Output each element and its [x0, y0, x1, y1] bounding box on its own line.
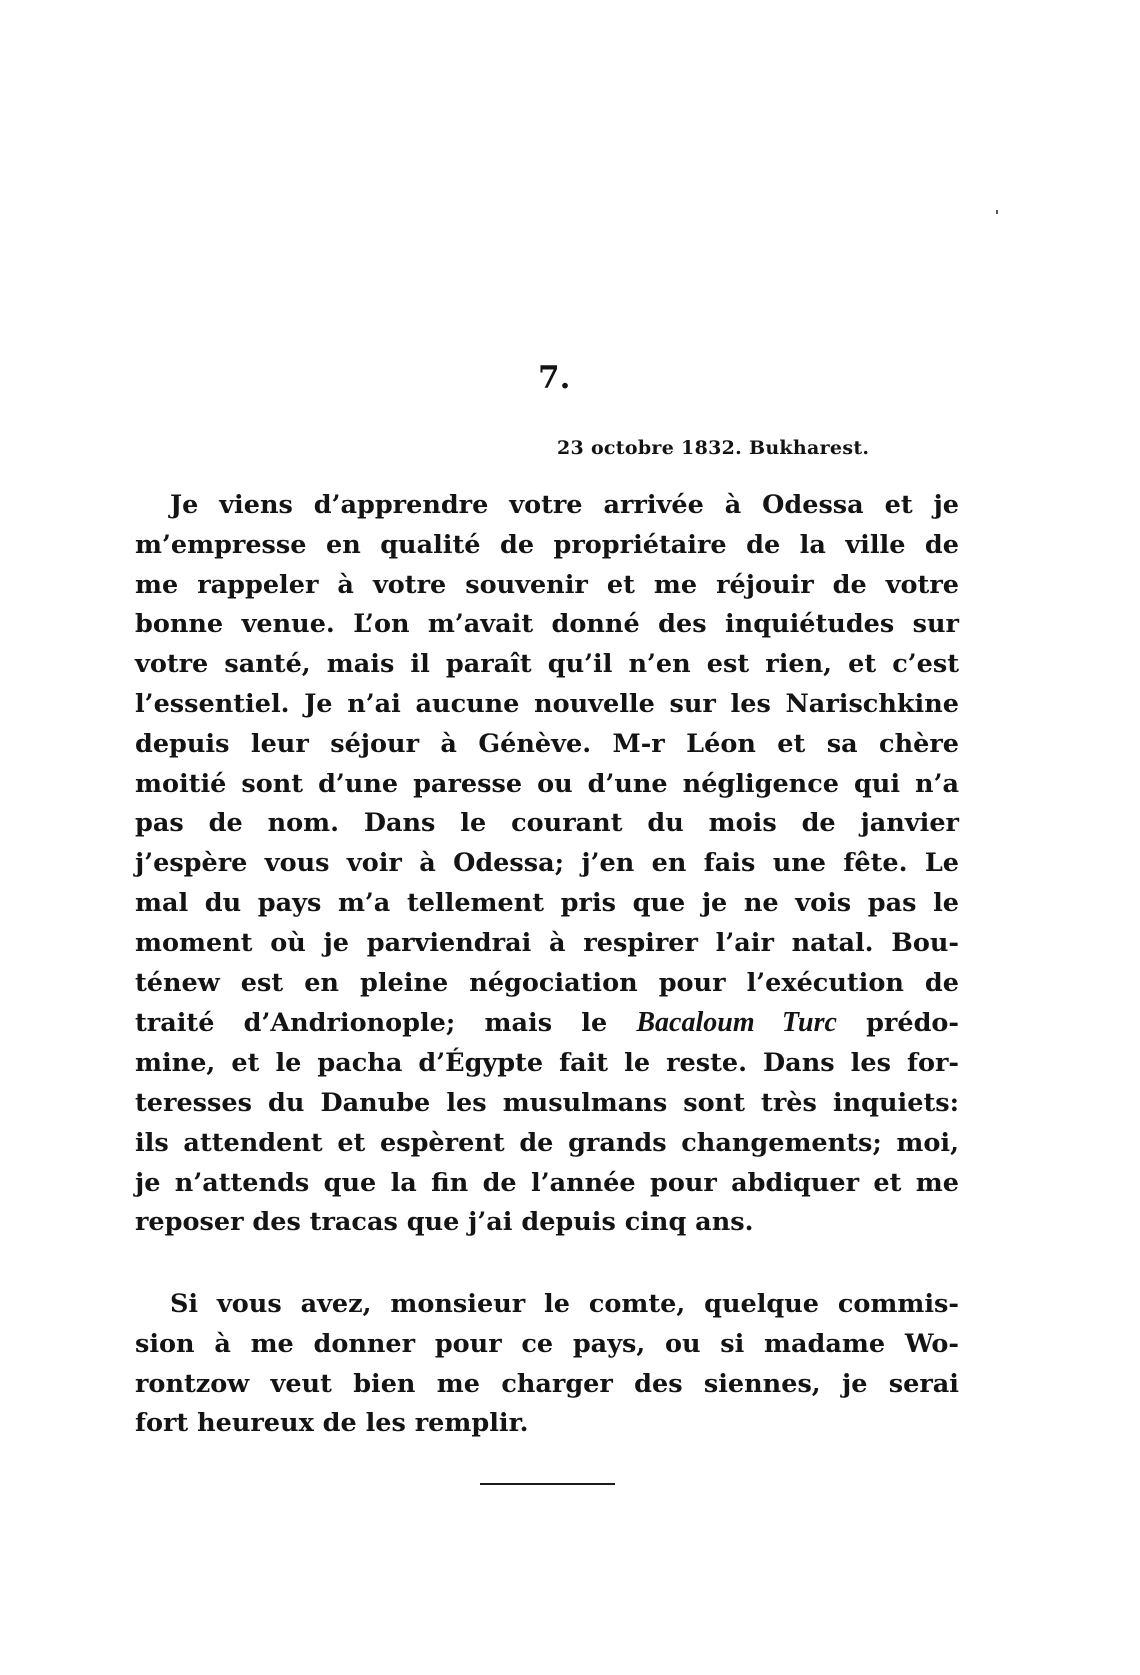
text-line: l’essentiel. Je n’ai aucune nouvelle sur les Narischkine	[135, 688, 959, 719]
paragraph-2	[135, 1285, 959, 1444]
text-line: ils attendent et espèrent de grands changements; moi,	[135, 1127, 959, 1158]
text-line: reposer des tracas que j’ai depuis cinq ans.	[135, 1207, 754, 1238]
text-line: me rappeler à votre souvenir et me réjouir de votre	[135, 569, 959, 600]
text-line: j’espère vous voir à Odessa; j’en en fais une fête. Le	[135, 848, 959, 879]
letter-number: 7.	[538, 360, 571, 396]
text-line: je n’attends que la fin de l’année pour abdiquer et me	[135, 1167, 959, 1198]
dateline: 23 octobre 1832. Bukharest.	[557, 437, 870, 459]
text-line: fort heureux de les remplir.	[135, 1408, 529, 1439]
text-line: m’empresse en qualité de propriétaire de la ville de	[135, 529, 959, 560]
text-line: bonne venue. L’on m’avait donné des inquiétudes sur	[135, 609, 959, 640]
paragraph-1	[135, 486, 959, 1243]
text-segment: prédo-	[836, 1008, 959, 1039]
text-line: mine, et le pacha d’Égypte fait le reste. Dans les for-	[135, 1048, 959, 1079]
text-line: sion à me donner pour ce pays, ou si madame Wo-	[135, 1328, 959, 1359]
text-line: pas de nom. Dans le courant du mois de janvier	[135, 808, 959, 839]
text-line-with-italic	[135, 1003, 959, 1044]
italic-phrase: Bacaloum Turc	[636, 1007, 837, 1039]
text-line: depuis leur séjour à Génève. M-r Léon et sa chère	[135, 728, 959, 759]
text-line: teresses du Danube les musulmans sont très inquiets:	[135, 1087, 959, 1118]
scan-speck	[996, 210, 998, 214]
text-line: moitié sont d’une paresse ou d’une négligence qui n’a	[135, 768, 959, 799]
text-line: Je viens d’apprendre votre arrivée à Odessa et je	[170, 490, 959, 520]
section-end-rule	[480, 1483, 615, 1485]
text-line: mal du pays m’a tellement pris que je ne vois pas le	[135, 887, 959, 918]
text-segment: traité d’Andrionople; mais le	[135, 1008, 637, 1039]
text-line: moment où je parviendrai à respirer l’air natal. Bou-	[135, 927, 959, 958]
text-line: rontzow veut bien me charger des siennes, je serai	[135, 1368, 959, 1399]
text-line: votre santé, mais il paraît qu’il n’en est rien, et c’est	[135, 649, 959, 680]
text-line: ténew est en pleine négociation pour l’exécution de	[135, 967, 959, 998]
text-line: Si vous avez, monsieur le comte, quelque commis-	[170, 1289, 959, 1319]
